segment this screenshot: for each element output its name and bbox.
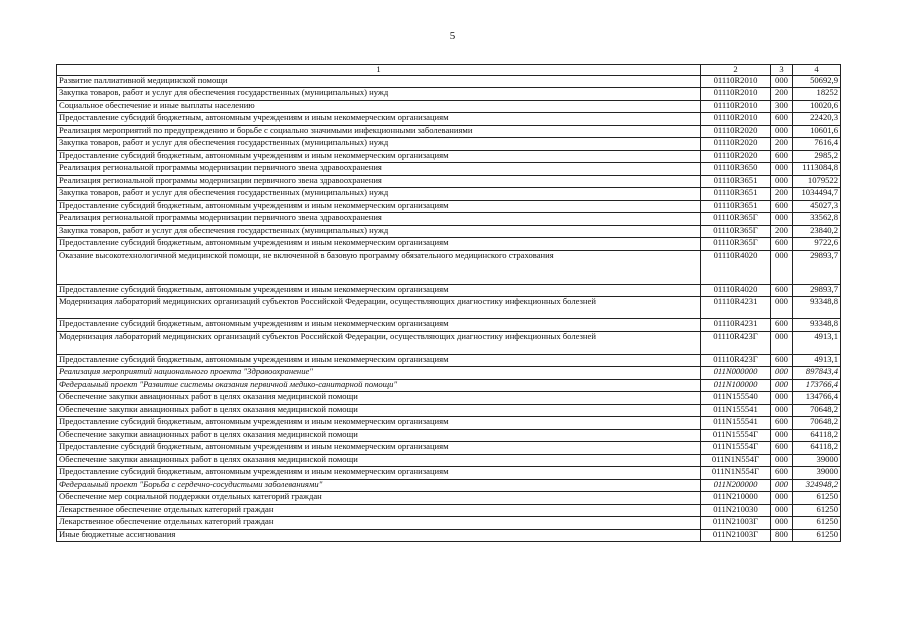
row-name-cell: Предоставление субсидий бюджетным, автономным учреждениям и иным некоммерческим организациям bbox=[57, 319, 701, 332]
row-code-cell: 01110R4020 bbox=[701, 284, 771, 297]
table-row bbox=[57, 213, 841, 226]
row-code-cell: 01110R2010 bbox=[701, 75, 771, 88]
row-code-cell: 01110R3651 bbox=[701, 188, 771, 201]
column-header-amount: 4 bbox=[793, 65, 841, 76]
table-body bbox=[57, 75, 841, 542]
row-name-cell: Обеспечение мер социальной поддержки отдельных категорий граждан bbox=[57, 492, 701, 505]
row-name-cell: Реализация региональной программы модернизации первичного звена здравоохранения bbox=[57, 175, 701, 188]
row-code-cell: 01110R423Г bbox=[701, 331, 771, 354]
table-row bbox=[57, 125, 841, 138]
row-amount-cell: 1034494,7 bbox=[793, 188, 841, 201]
row-type-cell: 600 bbox=[771, 442, 793, 455]
row-name-cell: Закупка товаров, работ и услуг для обеспечения государственных (муниципальных) нужд bbox=[57, 138, 701, 151]
row-type-cell: 600 bbox=[771, 354, 793, 367]
table-row bbox=[57, 188, 841, 201]
row-code-cell: 01110R3651 bbox=[701, 175, 771, 188]
row-amount-cell: 897843,4 bbox=[793, 367, 841, 380]
row-amount-cell: 173766,4 bbox=[793, 379, 841, 392]
row-amount-cell: 33562,8 bbox=[793, 213, 841, 226]
table-row bbox=[57, 442, 841, 455]
budget-table bbox=[56, 64, 841, 542]
row-type-cell: 000 bbox=[771, 504, 793, 517]
row-code-cell: 01110R2010 bbox=[701, 88, 771, 101]
table-row bbox=[57, 404, 841, 417]
column-header-name: 1 bbox=[57, 65, 701, 76]
table-row bbox=[57, 225, 841, 238]
row-amount-cell: 70648,2 bbox=[793, 417, 841, 430]
row-name-cell: Федеральный проект "Развитие системы оказания первичной медико-санитарной помощи" bbox=[57, 379, 701, 392]
table-row bbox=[57, 429, 841, 442]
row-name-cell: Реализация региональной программы модернизации первичного звена здравоохранения bbox=[57, 213, 701, 226]
row-code-cell: 011N21003Г bbox=[701, 517, 771, 530]
row-name-cell: Предоставление субсидий бюджетным, автономным учреждениям и иным некоммерческим организациям bbox=[57, 417, 701, 430]
row-name-cell: Реализация мероприятий национального проекта "Здравоохранение" bbox=[57, 367, 701, 380]
row-type-cell: 000 bbox=[771, 517, 793, 530]
row-code-cell: 01110R365Г bbox=[701, 213, 771, 226]
row-amount-cell: 61250 bbox=[793, 492, 841, 505]
table-row bbox=[57, 417, 841, 430]
row-name-cell: Обеспечение закупки авиационных работ в целях оказания медицинской помощи bbox=[57, 392, 701, 405]
table-row bbox=[57, 379, 841, 392]
row-amount-cell: 61250 bbox=[793, 529, 841, 542]
row-type-cell: 000 bbox=[771, 213, 793, 226]
row-amount-cell: 10020,6 bbox=[793, 100, 841, 113]
row-type-cell: 000 bbox=[771, 297, 793, 319]
row-code-cell: 01110R3651 bbox=[701, 200, 771, 213]
row-type-cell: 000 bbox=[771, 392, 793, 405]
row-amount-cell: 61250 bbox=[793, 504, 841, 517]
row-code-cell: 01110R2010 bbox=[701, 100, 771, 113]
row-type-cell: 000 bbox=[771, 492, 793, 505]
table-row bbox=[57, 319, 841, 332]
row-code-cell: 01110R4231 bbox=[701, 297, 771, 319]
row-name-cell: Развитие паллиативной медицинской помощи bbox=[57, 75, 701, 88]
table-row bbox=[57, 492, 841, 505]
table-row bbox=[57, 250, 841, 284]
row-amount-cell: 1113084,8 bbox=[793, 163, 841, 176]
row-name-cell: Обеспечение закупки авиационных работ в целях оказания медицинской помощи bbox=[57, 429, 701, 442]
row-code-cell: 01110R365Г bbox=[701, 238, 771, 251]
row-amount-cell: 70648,2 bbox=[793, 404, 841, 417]
row-amount-cell: 50692,9 bbox=[793, 75, 841, 88]
row-name-cell: Закупка товаров, работ и услуг для обеспечения государственных (муниципальных) нужд bbox=[57, 188, 701, 201]
table-row bbox=[57, 113, 841, 126]
row-type-cell: 000 bbox=[771, 250, 793, 284]
row-type-cell: 000 bbox=[771, 175, 793, 188]
table-row bbox=[57, 529, 841, 542]
row-name-cell: Обеспечение закупки авиационных работ в целях оказания медицинской помощи bbox=[57, 454, 701, 467]
table-row bbox=[57, 150, 841, 163]
row-type-cell: 200 bbox=[771, 88, 793, 101]
row-code-cell: 011N000000 bbox=[701, 367, 771, 380]
row-amount-cell: 9722,6 bbox=[793, 238, 841, 251]
row-code-cell: 01110R2020 bbox=[701, 138, 771, 151]
table-row bbox=[57, 88, 841, 101]
row-code-cell: 01110R4020 bbox=[701, 250, 771, 284]
row-amount-cell: 39000 bbox=[793, 467, 841, 480]
row-amount-cell: 10601,6 bbox=[793, 125, 841, 138]
row-type-cell: 000 bbox=[771, 367, 793, 380]
row-amount-cell: 324948,2 bbox=[793, 479, 841, 492]
row-type-cell: 000 bbox=[771, 75, 793, 88]
row-code-cell: 011N200000 bbox=[701, 479, 771, 492]
row-type-cell: 600 bbox=[771, 238, 793, 251]
row-type-cell: 000 bbox=[771, 479, 793, 492]
table-row bbox=[57, 284, 841, 297]
row-type-cell: 200 bbox=[771, 138, 793, 151]
row-name-cell: Обеспечение закупки авиационных работ в целях оказания медицинской помощи bbox=[57, 404, 701, 417]
row-amount-cell: 1079522 bbox=[793, 175, 841, 188]
row-name-cell: Закупка товаров, работ и услуг для обеспечения государственных (муниципальных) нужд bbox=[57, 225, 701, 238]
row-amount-cell: 64118,2 bbox=[793, 442, 841, 455]
row-amount-cell: 4913,1 bbox=[793, 354, 841, 367]
row-type-cell: 800 bbox=[771, 529, 793, 542]
row-amount-cell: 93348,8 bbox=[793, 319, 841, 332]
table-row bbox=[57, 467, 841, 480]
row-amount-cell: 64118,2 bbox=[793, 429, 841, 442]
row-name-cell: Лекарственное обеспечение отдельных категорий граждан bbox=[57, 517, 701, 530]
row-name-cell: Федеральный проект "Борьба с сердечно-сосудистыми заболеваниями" bbox=[57, 479, 701, 492]
row-code-cell: 011N1N554Г bbox=[701, 467, 771, 480]
row-amount-cell: 134766,4 bbox=[793, 392, 841, 405]
row-type-cell: 000 bbox=[771, 454, 793, 467]
row-code-cell: 01110R4231 bbox=[701, 319, 771, 332]
row-type-cell: 000 bbox=[771, 163, 793, 176]
row-amount-cell: 45027,3 bbox=[793, 200, 841, 213]
table-header-row bbox=[57, 65, 841, 76]
row-code-cell: 01110R2020 bbox=[701, 125, 771, 138]
row-code-cell: 011N1N554Г bbox=[701, 454, 771, 467]
row-type-cell: 000 bbox=[771, 125, 793, 138]
row-name-cell: Социальное обеспечение и иные выплаты населению bbox=[57, 100, 701, 113]
table-row bbox=[57, 238, 841, 251]
page-number: 5 bbox=[449, 30, 456, 42]
row-type-cell: 600 bbox=[771, 467, 793, 480]
row-amount-cell: 61250 bbox=[793, 517, 841, 530]
table-row bbox=[57, 367, 841, 380]
row-name-cell: Предоставление субсидий бюджетным, автономным учреждениям и иным некоммерческим организациям bbox=[57, 284, 701, 297]
table-row bbox=[57, 504, 841, 517]
row-amount-cell: 2985,2 bbox=[793, 150, 841, 163]
row-amount-cell: 93348,8 bbox=[793, 297, 841, 319]
row-amount-cell: 23840,2 bbox=[793, 225, 841, 238]
row-code-cell: 011N15554Г bbox=[701, 442, 771, 455]
row-type-cell: 600 bbox=[771, 150, 793, 163]
row-name-cell: Модернизация лабораторий медицинских организаций субъектов Российской Федерации, осуществляющих диагностику инфекционных болезней bbox=[57, 331, 701, 354]
row-name-cell: Реализация региональной программы модернизации первичного звена здравоохранения bbox=[57, 163, 701, 176]
row-name-cell: Предоставление субсидий бюджетным, автономным учреждениям и иным некоммерческим организациям bbox=[57, 200, 701, 213]
row-type-cell: 000 bbox=[771, 404, 793, 417]
row-type-cell: 200 bbox=[771, 188, 793, 201]
row-name-cell: Модернизация лабораторий медицинских организаций субъектов Российской Федерации, осуществляющих диагностику инфекционных болезней bbox=[57, 297, 701, 319]
row-code-cell: 01110R365Г bbox=[701, 225, 771, 238]
table-row bbox=[57, 163, 841, 176]
row-amount-cell: 29893,7 bbox=[793, 284, 841, 297]
table-row bbox=[57, 200, 841, 213]
row-name-cell: Предоставление субсидий бюджетным, автономным учреждениям и иным некоммерческим организациям bbox=[57, 467, 701, 480]
row-name-cell: Предоставление субсидий бюджетным, автономным учреждениям и иным некоммерческим организациям bbox=[57, 354, 701, 367]
table-row bbox=[57, 75, 841, 88]
row-code-cell: 011N210000 bbox=[701, 492, 771, 505]
row-type-cell: 000 bbox=[771, 331, 793, 354]
row-amount-cell: 29893,7 bbox=[793, 250, 841, 284]
row-name-cell: Закупка товаров, работ и услуг для обеспечения государственных (муниципальных) нужд bbox=[57, 88, 701, 101]
row-type-cell: 600 bbox=[771, 319, 793, 332]
table-row bbox=[57, 392, 841, 405]
row-name-cell: Лекарственное обеспечение отдельных категорий граждан bbox=[57, 504, 701, 517]
row-amount-cell: 18252 bbox=[793, 88, 841, 101]
row-type-cell: 300 bbox=[771, 100, 793, 113]
row-name-cell: Иные бюджетные ассигнования bbox=[57, 529, 701, 542]
table-row bbox=[57, 100, 841, 113]
row-type-cell: 600 bbox=[771, 417, 793, 430]
row-code-cell: 01110R3650 bbox=[701, 163, 771, 176]
table-row bbox=[57, 354, 841, 367]
table-row bbox=[57, 297, 841, 319]
row-code-cell: 01110R2020 bbox=[701, 150, 771, 163]
row-code-cell: 011N100000 bbox=[701, 379, 771, 392]
row-code-cell: 01110R2010 bbox=[701, 113, 771, 126]
row-type-cell: 600 bbox=[771, 113, 793, 126]
row-name-cell: Предоставление субсидий бюджетным, автономным учреждениям и иным некоммерческим организациям bbox=[57, 150, 701, 163]
table-row bbox=[57, 175, 841, 188]
row-name-cell: Реализация мероприятий по предупреждению и борьбе с социально значимыми инфекционными заболеваниями bbox=[57, 125, 701, 138]
table-row bbox=[57, 517, 841, 530]
row-amount-cell: 4913,1 bbox=[793, 331, 841, 354]
column-header-type: 3 bbox=[771, 65, 793, 76]
row-type-cell: 200 bbox=[771, 225, 793, 238]
row-name-cell: Предоставление субсидий бюджетным, автономным учреждениям и иным некоммерческим организациям bbox=[57, 113, 701, 126]
column-header-code: 2 bbox=[701, 65, 771, 76]
row-name-cell: Предоставление субсидий бюджетным, автономным учреждениям и иным некоммерческим организациям bbox=[57, 238, 701, 251]
row-type-cell: 000 bbox=[771, 429, 793, 442]
row-code-cell: 01110R423Г bbox=[701, 354, 771, 367]
row-code-cell: 011N155541 bbox=[701, 404, 771, 417]
row-amount-cell: 22420,3 bbox=[793, 113, 841, 126]
row-code-cell: 011N21003Г bbox=[701, 529, 771, 542]
row-type-cell: 000 bbox=[771, 379, 793, 392]
table-row bbox=[57, 479, 841, 492]
row-amount-cell: 39000 bbox=[793, 454, 841, 467]
row-code-cell: 011N15554Г bbox=[701, 429, 771, 442]
row-code-cell: 011N155541 bbox=[701, 417, 771, 430]
row-code-cell: 011N155540 bbox=[701, 392, 771, 405]
table-row bbox=[57, 331, 841, 354]
row-name-cell: Предоставление субсидий бюджетным, автономным учреждениям и иным некоммерческим организациям bbox=[57, 442, 701, 455]
row-type-cell: 600 bbox=[771, 284, 793, 297]
row-type-cell: 600 bbox=[771, 200, 793, 213]
table-row bbox=[57, 454, 841, 467]
row-amount-cell: 7616,4 bbox=[793, 138, 841, 151]
table-row bbox=[57, 138, 841, 151]
row-name-cell: Оказание высокотехнологичной медицинской помощи, не включенной в базовую программу обязательного медицинского страхования bbox=[57, 250, 701, 284]
row-code-cell: 011N210030 bbox=[701, 504, 771, 517]
